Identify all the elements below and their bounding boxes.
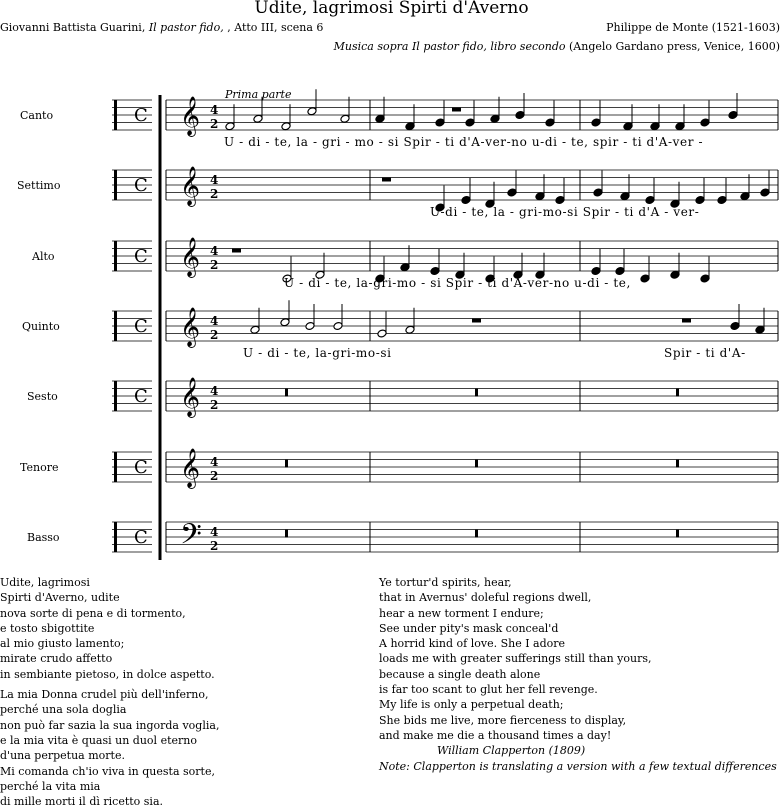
poem-italian-line: perché la vita mia [0, 779, 101, 793]
source-rest: (Angelo Gardano press, Venice, 1600) [565, 40, 780, 53]
whole-bar-rest [475, 389, 478, 397]
time-sig-bottom: 2 [210, 117, 219, 131]
poem-english-line: because a single death alone [379, 667, 541, 681]
poem-italian-line: nova sorte di pena e di tormento, [0, 606, 186, 620]
poem-italian-line: d'una perpetua morte. [0, 749, 125, 763]
poem-english-lines [379, 575, 777, 743]
translator: William Clapperton (1809) [437, 744, 586, 758]
poem-italian-line: non può far sazia la sua ingorda voglia, [0, 718, 220, 732]
whole-bar-rest [676, 389, 679, 397]
time-sig-top: 4 [210, 384, 219, 398]
composer: Philippe de Monte (1521-1603) [606, 21, 780, 34]
poet-rest: , Atto III, scena 6 [227, 21, 324, 34]
poem-english-line: loads me with greater sufferings still than yours, [379, 652, 652, 666]
whole-bar-rest [285, 460, 288, 468]
clef: 𝄢 [180, 518, 202, 558]
whole-bar-rest [285, 389, 288, 397]
clef: 𝄞 [180, 377, 201, 417]
lyrics-quinto: U - di - te, la-gri-mo-si [243, 346, 392, 360]
incipit-clef [114, 100, 117, 130]
rest [472, 319, 481, 323]
poem-italian-line: e la mia vita è quasi un duol eterno [0, 733, 197, 747]
mensuration-sign: C [134, 175, 148, 196]
poem-english-line: is far too scant to glut her fell revenge. [379, 683, 598, 697]
incipit-clef [114, 241, 117, 271]
poem-italian-stanza-2 [0, 687, 219, 809]
lyrics-canto: U - di - te, la - gri - mo - si Spir - ti d'A-ver-no u-di - te, spir - ti d'A-ver - [224, 135, 704, 149]
mensuration-sign: C [134, 386, 148, 407]
voice-name-tenore: Tenore [20, 461, 59, 474]
voice-name-settimo: Settimo [17, 179, 61, 192]
poem-italian-line: di mille morti il dì ricetto sia. [0, 795, 164, 809]
rest [452, 108, 461, 112]
page-title: Udite, lagrimosi Spirti d'Averno [254, 0, 529, 18]
poem-english [379, 575, 777, 774]
rest [382, 178, 391, 182]
voice-name-quinto: Quinto [22, 320, 60, 333]
incipit-clef [114, 522, 117, 552]
time-sig-bottom: 2 [210, 187, 219, 201]
poem-italian-line: Spirti d'Averno, udite [0, 591, 120, 605]
voice-name-basso: Basso [27, 531, 60, 544]
clef: 𝄞 [180, 166, 201, 206]
poem-english-line: She bids me live, more fierceness to display, [379, 713, 627, 727]
mensuration-sign: C [134, 105, 148, 126]
time-sig-bottom: 2 [210, 328, 219, 342]
time-sig-top: 4 [210, 455, 219, 469]
whole-bar-rest [475, 460, 478, 468]
poem-italian-line: in sembiante pietoso, in dolce aspetto. [0, 667, 215, 681]
source-title: Musica sopra Il pastor fido, libro secondo [333, 40, 566, 53]
whole-bar-rest [676, 460, 679, 468]
time-sig-top: 4 [210, 244, 219, 258]
clef: 𝄞 [180, 307, 201, 347]
lyrics-settimo: U-di - te, la - gri-mo-si Spir - ti d'A - ver- [430, 205, 700, 219]
whole-bar-rest [676, 530, 679, 538]
poem-english-line: that in Avernus' doleful regions dwell, [379, 591, 592, 605]
rest [232, 249, 241, 253]
poem-italian-line: Mi comanda ch'io viva in questa sorte, [0, 764, 215, 778]
voice-name-alto: Alto [32, 250, 55, 263]
poem-english-line: hear a new torment I endure; [379, 606, 544, 620]
poem-english-line: See under pity's mask conceal'd [379, 621, 559, 635]
lyrics-quinto-2: Spir - ti d'A- [664, 346, 746, 360]
time-sig-bottom: 2 [210, 398, 219, 412]
staves [112, 89, 778, 560]
poem-italian-line: La mia Donna crudel più dell'inferno, [0, 688, 209, 702]
poem-italian-line: Udite, lagrimosi [0, 576, 90, 589]
poem-english-line: and make me die a thousand times a day! [379, 728, 612, 742]
mensuration-sign: C [134, 527, 148, 548]
clef: 𝄞 [180, 96, 201, 136]
time-sig-top: 4 [210, 525, 219, 539]
poem-english-line: Ye tortur'd spirits, hear, [379, 576, 512, 589]
time-sig-top: 4 [210, 103, 219, 117]
incipit-clef [114, 311, 117, 341]
voice-name-canto: Canto [20, 109, 54, 122]
mensuration-sign: C [134, 316, 148, 337]
clef: 𝄞 [180, 237, 201, 277]
voice-name-sesto: Sesto [27, 390, 58, 403]
translation-note: Note: Clapperton is translating a version with a few textual differences [379, 759, 777, 773]
whole-bar-rest [285, 530, 288, 538]
lyrics-alto: U - di - te, la-gri-mo - si Spir - ti d'A-ver-no u-di - te, [284, 276, 631, 290]
incipit-clef [114, 381, 117, 411]
poem-italian-stanza-1 [0, 575, 219, 682]
poem-italian-line: al mio giusto lamento; [0, 637, 125, 651]
poem-italian-line: mirate crudo affetto [0, 652, 113, 666]
time-sig-bottom: 2 [210, 258, 219, 272]
poem-english-line: A horrid kind of love. She I adore [379, 637, 566, 651]
mensuration-sign: C [134, 246, 148, 267]
poem-italian [0, 575, 219, 809]
clef: 𝄞 [180, 448, 201, 488]
time-sig-bottom: 2 [210, 539, 219, 553]
time-sig-top: 4 [210, 173, 219, 187]
section-marking: Prima parte [225, 88, 292, 101]
poem-italian-line: perché una sola doglia [0, 703, 127, 717]
poem-english-line: My life is only a perpetual death; [379, 698, 564, 712]
poet-author: Giovanni Battista Guarini, [0, 21, 149, 34]
poem-italian-line: e tosto sbigottite [0, 621, 95, 635]
whole-bar-rest [475, 530, 478, 538]
poet-work: Il pastor fido, [148, 21, 228, 34]
time-sig-bottom: 2 [210, 469, 219, 483]
rest [682, 319, 691, 323]
incipit-clef [114, 170, 117, 200]
mensuration-sign: C [134, 457, 148, 478]
time-sig-top: 4 [210, 314, 219, 328]
incipit-clef [114, 452, 117, 482]
